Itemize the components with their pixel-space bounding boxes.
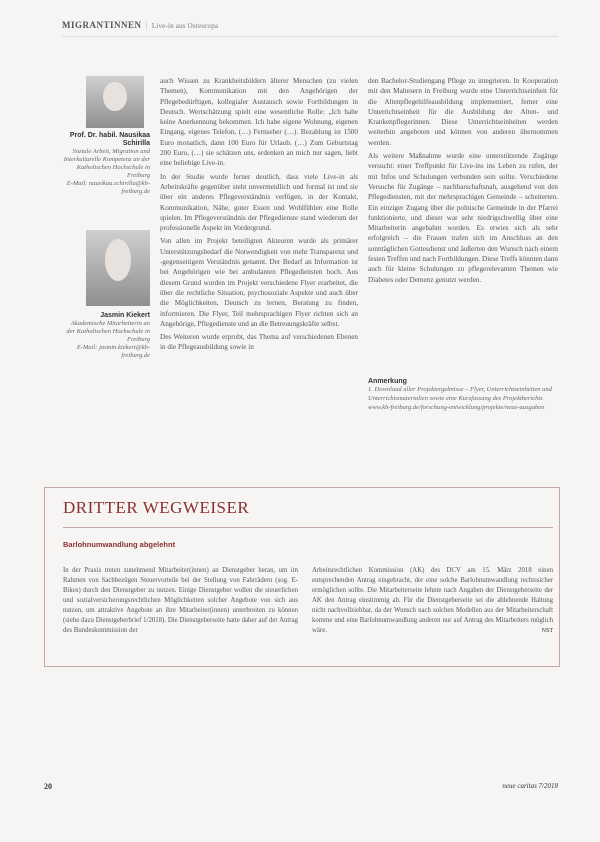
- box-title: DRITTER WEGWEISER: [63, 498, 250, 517]
- article-column-1: [160, 76, 358, 356]
- author-name: Prof. Dr. habil. Nausikaa Schirilla: [69, 132, 150, 147]
- box-column-2-text: Arbeitsrechtlichen Kommission (AK) des DCV am 15. März 2018 einen entsprechenden Antrag eingebracht, der eine solche Barlohnumwandlung rechtssicher ermöglichen sollte. Die Mitarbeiterseite lehnte nach Angaben der Dienstgeberseite der AK den Antrag einstimmig ab. Für die Dienstgeberseite sei die ablehnende Haltung nicht nachvollziehbar, da der Wunsch nach solchen Modellen aus der Mitarbeiterschaft komme und eine Barlohnumwandlung anderen nur auf Antrag des Mitarbeiters möglich wäre.: [312, 567, 553, 634]
- author-bio-2: [62, 312, 150, 360]
- box-column-1: In der Praxis treten zunehmend Mitarbeiter(innen) an Dienstgeber heran, um im Rahmen von Sachbezügen Steuervorteile bei der Stellung von Fahrrädern (sog. E-Bikes) durch den Dienstgeber zu nutzen. Einige Dienstgeber wollen die steuerlichen und sozialversicherungsrechtlichen Möglichkeiten solcher Angebote von sich aus nutzen, um attraktive Angebote an ihre Mitarbeiter(innen) unterbreiten zu können (siehe dazu Dienstgeberbrief 1/2018). Die Dienstgeberseite hatte daher auf der Antrag des Bundeskommission der: [63, 567, 298, 634]
- author-role: Akademische Mitarbeiterin an der Katholischen Hochschule in Freiburg: [66, 320, 150, 343]
- author-email: E-Mail: nausikaa.schirilla@kh-freiburg.de: [66, 180, 150, 195]
- subsection-label: Live-in aus Osteuropa: [151, 22, 219, 30]
- page-number: 20: [44, 782, 52, 791]
- box-subtitle: Barlohnumwandlung abgelehnt: [63, 540, 176, 549]
- article-column-2: [368, 76, 558, 288]
- author-email: E-Mail: jasmin.kiekert@kh-freiburg.de: [76, 344, 150, 359]
- footnote-text: 1. Download aller Projektergebnisse – Flyer, Unterrichtseinheiten und Unterrichtsmaterialien sowie eine Kurzfassung des Projektberichts: [368, 386, 552, 402]
- portrait-figure: [105, 239, 131, 281]
- author-photo-2: [86, 230, 150, 306]
- author-name: Jasmin Kiekert: [100, 312, 150, 319]
- footnote-link[interactable]: www.kh-freiburg.de/forschung-entwicklung/projekte/neue-ausgaben: [368, 404, 545, 411]
- author-role: Soziale Arbeit, Migration und Interkulturelle Kompetenz an der Katholischen Hochschule in Freiburg: [63, 148, 150, 179]
- paragraph: Von allen im Projekt beteiligten Akteuren wurde als primärer Unterstützungsbedarf die Notwendigkeit von mehr Transparenz und -gegenseitigem Verständnis genannt. Der Bedarf an Information ist bei Angehörigen wie bei ambulanten Pflegediensten hoch. Aus diesem Grund wurden im Projekt verschiedene Flyer erarbeitet, die über die rechtliche Situation, psychosoziale Aspekte und auch über die Möglichkeiten, Deutsch zu lernen, Beratung zu finden, informieren. Die Flyer, Teil mehrsprachigen Flyer richten sich an Angehörige, Pflegedienste und an die Betreuungskräfte selbst.: [160, 237, 358, 328]
- paragraph: In der Studie wurde ferner deutlich, dass viele Live-in als Arbeitskräfte gegenüber steht unvermeidlich und formal ist und sie über ein anderes Pflegeverständnis verfügen, in der Kontakt, Kommunikation, Nähe, guter Essen und Wohlfühlen eine Rolle spielen. Im Pflegeverständnis der Pflegedienste stand wiederum der professionelle Aspekt im Vordergrund.: [160, 172, 358, 233]
- paragraph: den Bachelor-Studiengang Pflege zu integrieren. In Kooperation mit den Maltesern in Freiburg wurde eine Unterrichtseinheit für die Altenpflegehilfeausbildung implementiert, ferner eine Unterrichtseinheit für die Ausbildung der Alten- und Krankenpflegerinnen. Diese Unterrichtseinheiten werden weiterhin angeboten und können von anderen übernommen werden.: [368, 77, 558, 147]
- footnote-title: Anmerkung: [368, 378, 407, 385]
- author-bio-1: [62, 132, 150, 196]
- box-title-rule: [63, 527, 553, 528]
- box-signature: NST: [541, 628, 553, 634]
- paragraph: Als weitere Maßnahme wurde eine unterstützende Zugänge versucht: einer Treffpunkt für Live-ins ins Leben zu rufen, der mit Infos und Schulungen verbunden sein sollte. Verschiedene Versuche für Zugänge – nachbarschaftsnah, ausgehend von den Pflegediensten, mit der mehrsprachigen Gemeinde – scheiterten. Ein einziger Zugang über die polnische Gemeinde in der Pfarrei funktionierte, und dieser war sehr niedrigschwellig über eine Mitarbeiterin angebahnt worden. Es erwies sich als sehr erfolgreich – die Frauen trafen sich im Anschluss an den sonntäglichen Gottesdienst und äußerten den Wunsch nach einem festen Treffen und nach Fortbildungen. Diese Treffs könnten dann auch für kleine Schulungen zu pflegerelevanten Themen wie Diabetes oder Demenz genutzt werden.: [368, 152, 558, 284]
- portrait-figure: [103, 82, 126, 111]
- footnote-block: [368, 378, 558, 412]
- paragraph: auch Wissen zu Krankheitsbildern älterer Menschen (zu vielen Themen), Kommunikation mit den Angehörigen der Pflegebedürftigen, kollegialer Austausch sowie Fortbildungen in Deutsch. Wertschätzung spielt eine wesentliche Rolle: „Ich habe keine Anerkennung bekommen. Ich habe eigene Wohnung, eigenen Eingang, eigenes Telefon, (…) Fernseher (…). Bezahlung ist 1500 Euro monatlich, dann 100 Euro für Urlaub. (…) Zum Geburtstag 200 Euro, (…) sie schätzen uns, erdenken an mich nur sagen, liebt eine beliebige Live-in.: [160, 77, 358, 168]
- magazine-issue: neue caritas 7/2018: [502, 782, 558, 790]
- running-header: [62, 20, 218, 30]
- author-photo-1: [86, 76, 144, 128]
- header-rule: [62, 36, 558, 37]
- box-column-2: [312, 566, 553, 636]
- header-separator: |: [145, 20, 148, 30]
- section-label: MIGRANTINNEN: [62, 20, 142, 30]
- paragraph: Des Weiteren wurde erprobt, das Thema auf verschiedenen Ebenen in die Pflegeausbildung sowie in: [160, 333, 358, 352]
